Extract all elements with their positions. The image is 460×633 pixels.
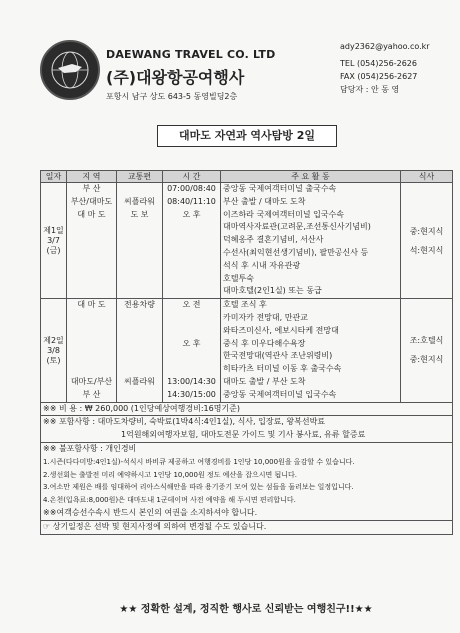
note-5: ※※여객승선수속시 반드시 본인의 여권을 소지하셔야 합니다.: [43, 507, 258, 517]
footer-slogan: ★★ 정확한 설계, 정직한 행사로 신뢰받는 여행친구!!★★: [119, 604, 373, 615]
note-3: 3.여소만 제원은 배를 임대하여 리아스식해안을 따라 용기증기 모여 있는 섬들을 둘러보는 일정입니다.: [43, 483, 354, 492]
globe-logo-icon: [42, 42, 98, 98]
note-1: 1.시즌(다다미방:4인1실)-석식시 바비큐 제공하고 여행경비를 1인당 10,000원을 올감할 수 있습니다.: [43, 457, 355, 466]
header-meals: 식사: [401, 171, 453, 183]
day2-activities: 호텔 조식 후 카미자카 전망대, 만관교 와타즈미신사, 에보시타케 전망대 중식 후 미우다해수욕장 한국전망대(역관사 조난위령비) 히타카츠 터미널 이동 후 출국수속 대마도 출발 / 부산 도착 중앙동 국제여객터미널 입국수속: [221, 299, 401, 402]
company-address: 포항시 남구 상도 643-5 동영빌딩2층: [106, 92, 238, 101]
company-logo: [40, 40, 100, 100]
excludes-title: ※※ 불포함사항 : 개인경비: [43, 443, 137, 453]
day1-row: [41, 183, 453, 299]
day2-transport: 전용차량 씨플라워: [117, 299, 163, 402]
day1-activities: 중앙동 국제여객터미널 출국수속 부산 출발 / 대마도 도착 이즈하라 국제여객터미널 입국수속 대마역사자료관(고려문,조선통신사기념비) 덕혜옹주 결혼기념비, 서산사 수선사(최익현선생기념비), 팔만공신사 등 석식 후 시내 자유관광 호텔투숙 대마호텔(2인1실) 또는 동급: [221, 183, 401, 299]
day2-row: [41, 299, 453, 402]
manager: 담당자 : 안 동 영: [340, 85, 400, 94]
company-name-korean: (주)대왕항공여행사: [106, 68, 245, 87]
remark-row: [41, 520, 453, 534]
day2-times: 오 전 오 후 13:00/14:30 14:30/15:00: [163, 299, 221, 402]
header-region: 지 역: [67, 171, 117, 183]
note-2: 2.생선회는 출발전 미리 예약하시고 1인당 10,000원 정도 예산을 잡으시면 됩니다.: [43, 470, 297, 479]
contact-block: [340, 40, 430, 96]
day1-times: 07:00/08:40 08:40/11:10 오 후: [163, 183, 221, 299]
day1-date: 제1일 3/7 (금): [41, 183, 67, 299]
tel: TEL (054)256-2626: [340, 59, 417, 68]
day1-regions: 부 산 부산/대마도 대 마 도: [67, 183, 117, 299]
schedule-table: [40, 170, 453, 535]
header-time: 시 간: [163, 171, 221, 183]
header-date: 일자: [41, 171, 67, 183]
excludes-row: [41, 442, 453, 520]
company-name-english: DAEWANG TRAVEL CO. LTD: [106, 48, 276, 61]
day2-date: 제2일 3/8 (토): [41, 299, 67, 402]
day2-meals: 조:호텔식 중:현지식: [401, 299, 453, 402]
includes-row: [41, 416, 453, 443]
header-activities: 주 요 활 동: [221, 171, 401, 183]
day2-regions: 대 마 도 대마도/부산 부 산: [67, 299, 117, 402]
includes-line-1: ※※ 포함사항 : 대마도차량비, 숙박료(1박4식:4인1실), 식사, 입장료, 왕복선박료: [43, 417, 326, 427]
table-header-row: [41, 171, 453, 183]
remark-text: ☞ 상기일정은 선박 및 현지사정에 의하여 변경될 수도 있습니다.: [43, 521, 267, 531]
note-4: 4.온천(입욕료:8,000원)은 대마도내 1군데이며 사전 예약을 해 두시면 편리합니다.: [43, 496, 296, 505]
fax: FAX (054)256-2627: [340, 72, 418, 81]
document-title: 대마도 자연과 역사탐방 2일: [157, 125, 337, 147]
day1-meals: 중:현지식 석:현지식: [401, 183, 453, 299]
header-transport: 교통편: [117, 171, 163, 183]
cost-row: [41, 402, 453, 416]
cost-text: ※※ 비 용 : ₩ 260,000 (1인당예상여행경비:16명기준): [43, 403, 241, 413]
day1-transport: 씨플라워 도 보: [117, 183, 163, 299]
email: ady2362@yahoo.co.kr: [340, 42, 430, 51]
includes-line-2: 1억원해외여행자보험, 대마도전문 가이드 및 기사 봉사료, 유류 할증료: [121, 430, 366, 440]
